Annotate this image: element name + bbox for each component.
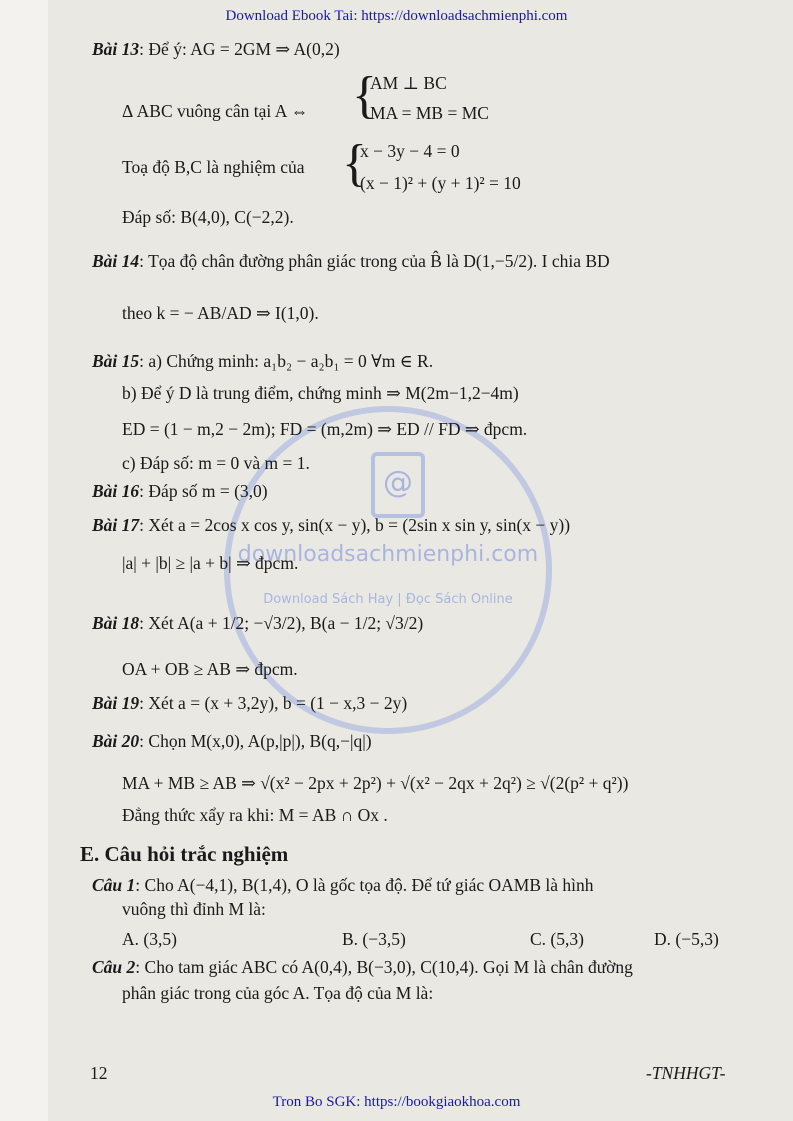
footer-link[interactable]: Tron Bo SGK: https://bookgiaokhoa.com [272, 1094, 521, 1110]
bai-16-line [92, 480, 268, 502]
bai-17-text: : Xét a = 2cos x cos y, sin(x − y), b = (2sin x sin y, sin(x − y)) [139, 515, 571, 535]
bai-18-line-2: OA + OB ≥ AB ⇒ đpcm. [122, 659, 298, 679]
bai-20-line-2: MA + MB ≥ AB ⇒ √(x² − 2px + 2p²) + √(x² − 2qx + 2q²) ≥ √(2(p² + q²)) [122, 773, 629, 793]
cau-1-line-2: vuông thì đỉnh M là: [122, 899, 266, 919]
bai-20-title: Bài 20 [92, 731, 140, 751]
bai-17-line-2: |a| + |b| ≥ |a + b| ⇒ đpcm. [122, 553, 299, 573]
bai-20-line-3: Đẳng thức xẩy ra khi: M = AB ∩ Ox . [122, 805, 388, 825]
bai-15-title: Bài 15 [92, 351, 140, 371]
bai-15-line-3: ED = (1 − m,2 − 2m); FD = (m,2m) ⇒ ED // FD ⇒ đpcm. [122, 419, 528, 439]
watermark-site: downloadsachmienphi.com [237, 542, 539, 567]
bai-16-title: Bài 16 [92, 481, 140, 501]
bai-15-line-4: c) Đáp số: m = 0 và m = 1. [122, 453, 310, 473]
cau-2-line-2: phân giác trong của góc A. Tọa độ của M là: [122, 983, 434, 1003]
bai-18-title: Bài 18 [92, 613, 140, 633]
bai-15-line-2: b) Để ý D là trung điểm, chứng minh ⇒ M(2m−1,2−4m) [122, 383, 519, 403]
bai-20-text: : Chọn M(x,0), A(p,|p|), B(q,−|q|) [139, 731, 372, 751]
cau-2-title: Câu 2 [92, 957, 136, 977]
page-tag: -TNHHGT- [646, 1063, 726, 1083]
cau-1-option-c: C. (5,3) [530, 929, 584, 949]
cau-1-text: : Cho A(−4,1), B(1,4), O là gốc tọa độ. Để tứ giác OAMB là hình [135, 875, 594, 895]
cau-2-line [92, 956, 633, 978]
bai-14-title: Bài 14 [92, 251, 140, 271]
bai-13-title: Bài 13 [92, 39, 140, 59]
bai-15-text: : a) Chứng minh: a₁b₂ − a₂b₁ = 0 ∀m ∈ R. [139, 351, 434, 371]
bai-18-line [92, 612, 423, 634]
bai-14-text: : Tọa độ chân đường phân giác trong của B̂ là D(1,−5/2). I chia BD [139, 251, 610, 271]
bai-17-title: Bài 17 [92, 515, 140, 535]
cau-1-line [92, 874, 594, 896]
bai-13-coords: Toạ độ B,C là nghiệm của [122, 157, 305, 177]
page-number: 12 [90, 1063, 108, 1083]
bai-13-sys-eq2: MA = MB = MC [370, 103, 489, 123]
bai-13-sys-eq3: x − 3y − 4 = 0 [360, 141, 460, 161]
bai-13-sys-eq1: AM ⊥ BC [370, 73, 447, 93]
bai-16-text: : Đáp số m = (3,0) [139, 481, 268, 501]
bai-13-answer: Đáp số: B(4,0), C(−2,2). [122, 207, 294, 227]
bai-18-text: : Xét A(a + 1/2; −√3/2), B(a − 1/2; √3/2) [139, 613, 424, 633]
cau-1-option-a: A. (3,5) [122, 929, 177, 949]
bai-17-line [92, 514, 570, 536]
bai-19-title: Bài 19 [92, 693, 140, 713]
bai-14-line [92, 250, 610, 272]
bai-19-line [92, 692, 407, 714]
bai-19-text: : Xét a = (x + 3,2y), b = (1 − x,3 − 2y) [139, 693, 408, 713]
cau-1-title: Câu 1 [92, 875, 136, 895]
bai-13-sys-eq4: (x − 1)² + (y + 1)² = 10 [360, 173, 521, 193]
header-link[interactable]: Download Ebook Tai: https://downloadsachmienphi.com [225, 8, 568, 24]
bai-15-line [92, 350, 433, 372]
bai-20-line [92, 730, 372, 752]
bai-13-text: : Để ý: AG = 2GM ⇒ A(0,2) [139, 39, 340, 59]
section-title: E. Câu hỏi trắc nghiệm [80, 842, 289, 866]
bai-13-line [92, 38, 340, 60]
bai-14-line-2: theo k = − AB/AD ⇒ I(1,0). [122, 303, 319, 323]
cau-1-option-b: B. (−3,5) [342, 929, 406, 949]
cau-2-text: : Cho tam giác ABC có A(0,4), B(−3,0), C(10,4). Gọi M là chân đường [135, 957, 633, 977]
cau-1-option-d: D. (−5,3) [654, 929, 719, 949]
book-at-icon: @ [371, 452, 425, 518]
bai-13-triangle: Δ ABC vuông cân tại A ⇔ [122, 101, 309, 121]
watermark-tagline: Download Sách Hay | Đọc Sách Online [263, 592, 513, 607]
